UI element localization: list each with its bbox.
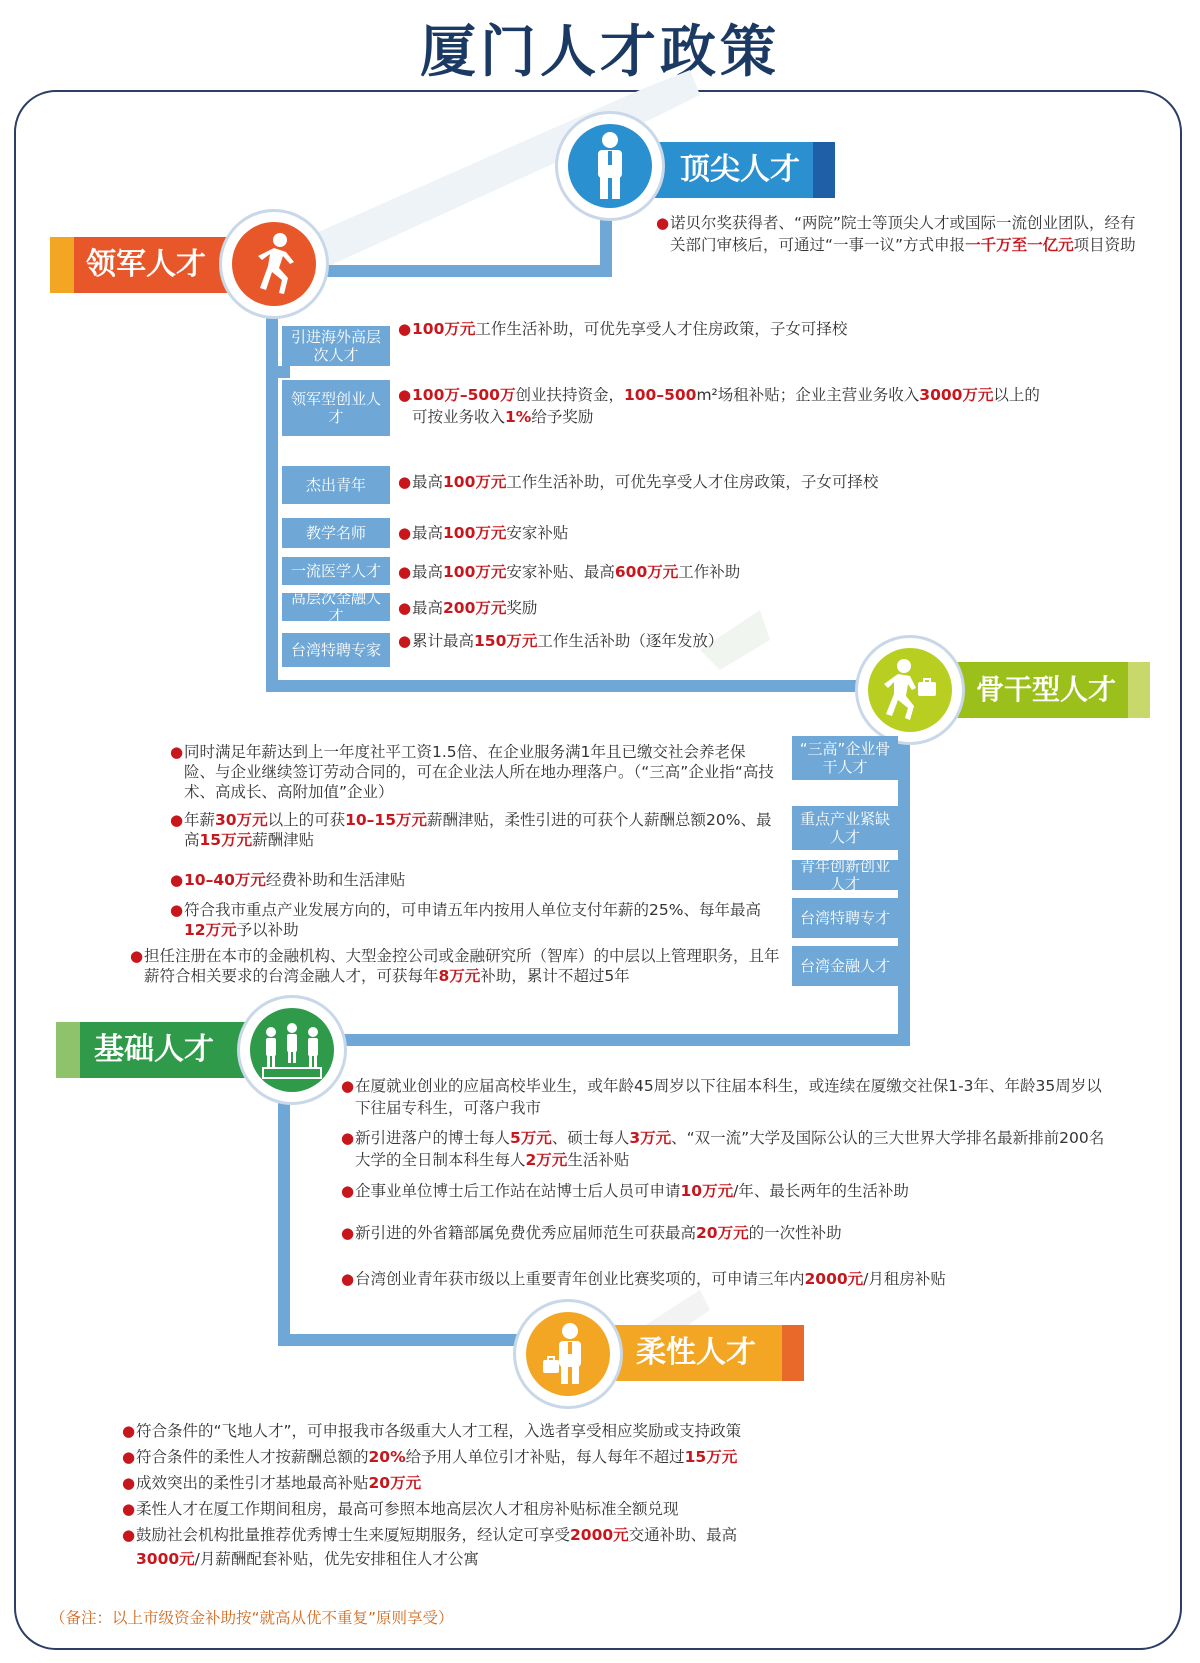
connector (278, 366, 290, 378)
backbone-item-1 (170, 810, 776, 850)
bullet-icon: ● (170, 811, 184, 829)
tier-top-banner (650, 142, 835, 198)
highlight: 10万元 (680, 1182, 734, 1200)
leading-item-1 (398, 384, 1052, 428)
bullet-icon: ● (341, 1129, 355, 1147)
backbone-item-2 (170, 869, 776, 891)
leading-label-5: 高层次金融人才 (282, 593, 390, 621)
tier-top-title: 顶尖人才 (680, 152, 800, 187)
bullet-icon: ● (341, 1182, 355, 1200)
leading-item-2 (398, 471, 1052, 493)
flexible-item-2 (122, 1472, 1036, 1494)
text: /年、最长两年的生活补助 (733, 1182, 909, 1200)
connector (300, 1034, 910, 1046)
text: 安家补贴、最高 (506, 563, 615, 581)
text: 成效突出的柔性引才基地最高补贴 (136, 1474, 369, 1492)
bullet-icon: ● (398, 599, 412, 617)
text: 符合条件的柔性人才按薪酬总额的 (136, 1448, 369, 1466)
connector (898, 700, 910, 1045)
tier-flexible-banner (608, 1325, 804, 1381)
highlight: 20% (368, 1448, 406, 1466)
text: 诺贝尔奖获得者、“两院”院士等顶尖人才或国际一流创业团队，经有关部门审核后，可通过“一事一议”方式申报 (670, 214, 1136, 254)
flexible-item-4 (122, 1524, 1036, 1546)
text: 工作生活补助，可优先享受人才住房政策，子女可择校 (506, 473, 879, 491)
tier-top-circle (558, 114, 662, 218)
page-title: 厦门人才政策 (420, 19, 780, 85)
flexible-item-3 (122, 1498, 1036, 1520)
tier-basic-banner (56, 1022, 256, 1078)
bullet-icon: ● (398, 386, 412, 404)
tier-basic-circle (240, 998, 344, 1102)
highlight: 8万元 (438, 967, 481, 985)
bullet-icon: ● (122, 1422, 136, 1440)
text: 鼓励社会机构批量推荐优秀博士生来厦短期服务，经认定可享受 (136, 1526, 571, 1544)
backbone-label-2: 青年创新创业人才 (792, 860, 898, 890)
leading-label-4: 一流医学人才 (282, 557, 390, 585)
text: 同时满足年薪达到上一年度社平工资1.5倍、在企业服务满1年且已缴交社会养老保险、与企业继续签订劳动合同的，可在企业法人所在地办理落户。（“三高”企业指“高技术、高成长、高附加值”企业） (184, 743, 774, 801)
text: /月薪酬配套补贴，优先安排租住人才公寓 (194, 1550, 479, 1568)
text: 累计最高 (412, 632, 475, 650)
highlight: 100–500 (623, 386, 697, 404)
text: m²场租补贴；企业主营业务收入 (696, 386, 920, 404)
bullet-icon: ● (170, 743, 184, 761)
bullet-icon: ● (122, 1526, 136, 1544)
leading-label-1: 领军型创业人才 (282, 380, 390, 436)
text: 新引进的外省籍部属免费优秀应届师范生可获最高 (355, 1224, 697, 1242)
text: 奖励 (506, 599, 538, 617)
text: 予以补助 (236, 921, 299, 939)
backbone-item-4 (130, 946, 784, 986)
backbone-label-4: 台湾金融人才 (792, 946, 898, 986)
highlight: 600万元 (614, 563, 679, 581)
text: 新引进落户的博士每人 (355, 1129, 511, 1147)
text: 、“双一流”大学及国际公认的三大世界大学排名最新排前200名大学的全日制本科生每人 (355, 1129, 1105, 1169)
connector (266, 275, 278, 690)
text: 工作补助 (678, 563, 741, 581)
tier-flexible-circle (516, 1302, 620, 1406)
highlight: 12万元 (184, 921, 237, 939)
highlight: 100万元 (443, 524, 507, 542)
highlight: 3000万元 (919, 386, 994, 404)
leading-item-3 (398, 522, 1052, 544)
text: 薪酬津贴，柔性引进的可获个人薪酬总额20%、最高 (184, 811, 772, 849)
bullet-icon: ● (122, 1448, 136, 1466)
leading-item-6 (398, 630, 1052, 652)
text: 经费补助和生活津贴 (265, 871, 406, 889)
leading-label-2: 杰出青年 (282, 466, 390, 504)
connector (278, 1334, 538, 1346)
tier-flexible-title: 柔性人才 (636, 1335, 756, 1370)
text: 给予奖励 (531, 408, 594, 426)
text: 交通补助、最高 (628, 1526, 738, 1544)
leading-item-0 (398, 318, 1032, 340)
highlight: 2000元 (570, 1526, 629, 1544)
highlight: 100万元 (412, 320, 476, 338)
text: 在厦就业创业的应届高校毕业生，或年龄45周岁以下往届本科生，或连续在厦缴交社保1-3年、年龄35周岁以下往届专科生，可落户我市 (355, 1077, 1102, 1117)
text: 补助，累计不超过5年 (480, 967, 630, 985)
text: 柔性人才在厦工作期间租房，最高可参照本地高层次人才租房补贴标准全额兑现 (136, 1500, 679, 1518)
text: 、硕士每人 (551, 1129, 630, 1147)
highlight: 20万元 (696, 1224, 749, 1242)
tier-backbone-circle (858, 638, 962, 742)
text: 企事业单位博士后工作站在站博士后人员可申请 (355, 1182, 681, 1200)
running-briefcase-icon (880, 658, 940, 722)
highlight: 200万元 (443, 599, 507, 617)
leading-label-3: 教学名师 (282, 518, 390, 548)
text: 以上的可获 (267, 811, 346, 829)
tier-leading-banner (50, 237, 240, 293)
bullet-icon: ● (398, 320, 412, 338)
tier-basic-title: 基础人才 (94, 1032, 214, 1067)
highlight: 5万元 (510, 1129, 552, 1147)
text: 工作生活补助，可优先享受人才住房政策，子女可择校 (475, 320, 848, 338)
running-person-icon (246, 232, 302, 296)
highlight: 2000元 (804, 1270, 864, 1288)
text: 给予用人单位引才补贴，每人每年不超过 (405, 1448, 685, 1466)
tier-leading-circle (222, 212, 326, 316)
text: 以上的可按业务收入 (412, 386, 1040, 426)
text: 年薪 (184, 811, 216, 829)
backbone-label-0: “三高”企业骨干人才 (792, 736, 898, 780)
bullet-icon: ● (656, 214, 670, 232)
text: 最高 (412, 563, 444, 581)
text: 最高 (412, 473, 444, 491)
highlight: 10–15万元 (345, 811, 427, 829)
flexible-item-5 (136, 1548, 1036, 1570)
bullet-icon: ● (122, 1500, 136, 1518)
group-people-icon (259, 1020, 325, 1080)
text: 的一次性补助 (748, 1224, 842, 1242)
backbone-item-0 (170, 742, 776, 802)
highlight: 100万元 (443, 473, 507, 491)
highlight: 30万元 (215, 811, 268, 829)
highlight: 150万元 (474, 632, 538, 650)
text: 工作生活补助（逐年发放） (537, 632, 724, 650)
text: /月租房补贴 (863, 1270, 946, 1288)
highlight: 1% (505, 408, 532, 426)
highlight: 15万元 (684, 1448, 738, 1466)
basic-item-0 (341, 1075, 1115, 1119)
basic-item-4 (341, 1268, 1115, 1290)
bullet-icon: ● (341, 1270, 355, 1288)
highlight: 2万元 (525, 1151, 568, 1169)
text: 最高 (412, 599, 444, 617)
bullet-icon: ● (170, 871, 184, 889)
backbone-label-3: 台湾特聘专才 (792, 898, 898, 938)
bullet-icon: ● (398, 563, 412, 581)
text: 创业扶持资金， (515, 386, 624, 404)
highlight: 3万元 (629, 1129, 672, 1147)
bullet-icon: ● (398, 632, 412, 650)
text: 担任注册在本市的金融机构、大型金控公司或金融研究所（智库）的中层以上管理职务，且年薪符合相关要求的台湾金融人才，可获每年 (144, 947, 780, 985)
tier-backbone-title: 骨干型人才 (976, 673, 1117, 706)
basic-item-3 (341, 1222, 1115, 1244)
bullet-icon: ● (341, 1077, 355, 1095)
highlight: 15万元 (199, 831, 253, 849)
bullet-icon: ● (398, 473, 412, 491)
flexible-item-0 (122, 1420, 1036, 1442)
text: 符合我市重点产业发展方向的，可申请五年内按用人单位支付年薪的25%、每年最高 (184, 901, 761, 919)
flexible-item-1 (122, 1446, 1036, 1468)
bullet-icon: ● (341, 1224, 355, 1242)
leading-label-6: 台湾特聘专家 (282, 633, 390, 667)
basic-item-1 (341, 1127, 1115, 1171)
tier-top-desc (656, 212, 1150, 256)
bullet-icon: ● (130, 947, 144, 965)
text: 生活补贴 (567, 1151, 630, 1169)
text: 薪酬津贴 (252, 831, 315, 849)
bullet-icon: ● (398, 524, 412, 542)
highlight: 100万–500万 (412, 386, 516, 404)
person-standing-icon (585, 131, 635, 201)
bullet-icon: ● (170, 901, 184, 919)
backbone-label-1: 重点产业紧缺人才 (792, 806, 898, 850)
highlight: 3000元 (136, 1550, 195, 1568)
footnote: （备注：以上市级资金补助按“就高从优不重复”原则享受） (50, 1609, 454, 1627)
leading-label-0: 引进海外高层次人才 (282, 326, 390, 366)
bullet-icon: ● (122, 1474, 136, 1492)
connector (266, 680, 886, 692)
text: 符合条件的“飞地人才”，可申报我市各级重大人才工程，入选者享受相应奖励或支持政策 (136, 1422, 742, 1440)
backbone-item-3 (170, 900, 776, 940)
highlight: 一千万至一亿元 (965, 236, 1074, 254)
tier-backbone-banner (952, 662, 1150, 718)
leading-item-5 (398, 597, 1052, 619)
highlight: 20万元 (368, 1474, 422, 1492)
text: 台湾创业青年获市级以上重要青年创业比赛奖项的，可申请三年内 (355, 1270, 805, 1288)
text: 最高 (412, 524, 444, 542)
text: 项目资助 (1073, 236, 1136, 254)
leading-item-4 (398, 561, 1052, 583)
highlight: 100万元 (443, 563, 507, 581)
highlight: 10–40万元 (184, 871, 266, 889)
businessman-briefcase-icon (540, 1322, 596, 1386)
basic-item-2 (341, 1180, 1115, 1202)
text: 安家补贴 (506, 524, 569, 542)
tier-leading-title: 领军人才 (86, 247, 206, 282)
